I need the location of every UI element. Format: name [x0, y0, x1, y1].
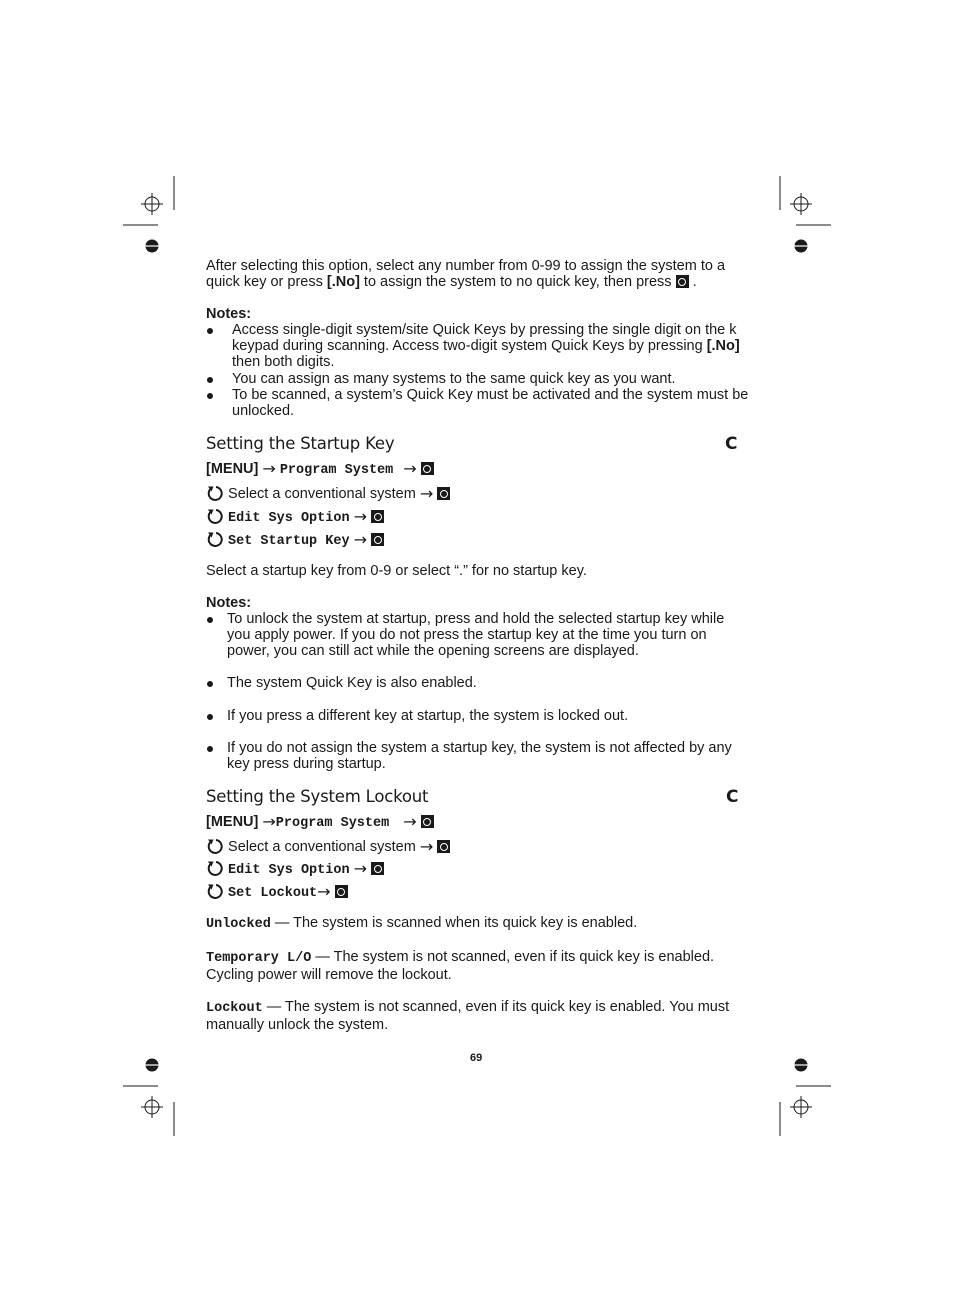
ok-button-icon [676, 275, 689, 288]
arrow-right-icon: → [419, 837, 434, 856]
lockout-step-set-lockout: Set Lockout→ [206, 882, 348, 902]
lockout-option-temporary: Temporary L/O — The system is not scanned, even if its quick key is enabled. Cycling power will remove the lockout. [206, 949, 715, 984]
startup-step-set-startup-key: Set Startup Key → [206, 530, 384, 550]
intro-paragraph [206, 258, 751, 290]
arrow-right-icon: → [262, 459, 276, 478]
bullet-icon [207, 393, 213, 399]
arrow-right-icon: → [317, 882, 331, 901]
note-quick-key-access: Access single-digit system/site Quick Keys by pressing the single digit on the k keypad during scanning. Access two-digit system Quick Keys by pressing [.No] then both digits. [232, 322, 740, 371]
arrow-right-icon: → [403, 812, 417, 831]
startup-step-select-system: Select a conventional system → [206, 484, 450, 502]
ok-button-icon [421, 815, 434, 828]
conventional-code-badge: C [725, 434, 738, 454]
option-term: Temporary L/O [206, 951, 312, 966]
intro-line-2: quick key or press [.No] to assign the system to no quick key, then press . [206, 274, 697, 291]
ok-button-icon [371, 533, 384, 546]
option-term: Lockout [206, 1001, 263, 1016]
note-multiple-systems: You can assign as many systems to the same quick key as you want. [232, 371, 676, 387]
arrow-right-icon: → [353, 859, 367, 878]
bullet-icon [207, 617, 213, 623]
page-number: 69 [470, 1052, 483, 1064]
section-heading-startup-key: Setting the Startup Key [206, 434, 395, 453]
ok-button-icon [421, 462, 434, 475]
bullet-icon [207, 328, 213, 334]
bullet-icon [207, 377, 213, 383]
ok-button-icon [437, 840, 450, 853]
lockout-option-unlocked: Unlocked — The system is scanned when its quick key is enabled. [206, 915, 638, 932]
bullet-icon [207, 714, 213, 720]
ok-button-icon [437, 487, 450, 500]
arrow-right-icon: → [262, 812, 276, 831]
rotary-knob-icon [206, 882, 224, 900]
notes-label: Notes: [206, 595, 252, 611]
arrow-right-icon: → [353, 507, 367, 526]
rotary-knob-icon [206, 859, 224, 877]
note-to-be-scanned: To be scanned, a system’s Quick Key must be activated and the system must be unlocked. [232, 387, 749, 420]
rotary-knob-icon [206, 507, 224, 525]
rotary-knob-icon [206, 484, 224, 502]
note-quick-key-enabled: The system Quick Key is also enabled. [227, 675, 477, 691]
conventional-code-badge: C [726, 787, 739, 807]
note-different-key: If you press a different key at startup, the system is locked out. [227, 708, 629, 724]
note-no-startup-key: If you do not assign the system a startup key, the system is not affected by any key press during startup. [227, 740, 732, 773]
arrow-right-icon: → [403, 459, 417, 478]
startup-step-menu: [MENU] → Program System → [206, 461, 434, 479]
rotary-knob-icon [206, 837, 224, 855]
notes-label: Notes: [206, 306, 252, 322]
arrow-right-icon: → [419, 484, 434, 503]
lockout-step-menu: [MENU] →Program System → [206, 814, 434, 832]
lockout-step-select-system: Select a conventional system → [206, 837, 450, 855]
arrow-right-icon: → [353, 530, 367, 549]
rotary-knob-icon [206, 530, 224, 548]
startup-step-edit-sys-option: Edit Sys Option → [206, 507, 384, 527]
note-unlock-at-startup: To unlock the system at startup, press and hold the selected startup key while you apply power. If you do not press the startup key at the time you turn on power, you can still act while the opening screens are displayed. [227, 611, 725, 660]
option-term: Unlocked [206, 917, 271, 932]
startup-description: Select a startup key from 0-9 or select “.” for no startup key. [206, 563, 587, 579]
section-heading-system-lockout: Setting the System Lockout [206, 787, 429, 806]
ok-button-icon [371, 862, 384, 875]
ok-button-icon [371, 510, 384, 523]
bullet-icon [207, 681, 213, 687]
intro-line-1: After selecting this option, select any number from 0-99 to assign the system to a [206, 258, 726, 274]
no-key-label: [.No] [326, 274, 360, 291]
ok-button-icon [335, 885, 348, 898]
lockout-option-lockout: Lockout — The system is not scanned, even if its quick key is enabled. You must manually unlock the system. [206, 999, 730, 1034]
bullet-icon [207, 746, 213, 752]
lockout-step-edit-sys-option: Edit Sys Option → [206, 859, 384, 879]
